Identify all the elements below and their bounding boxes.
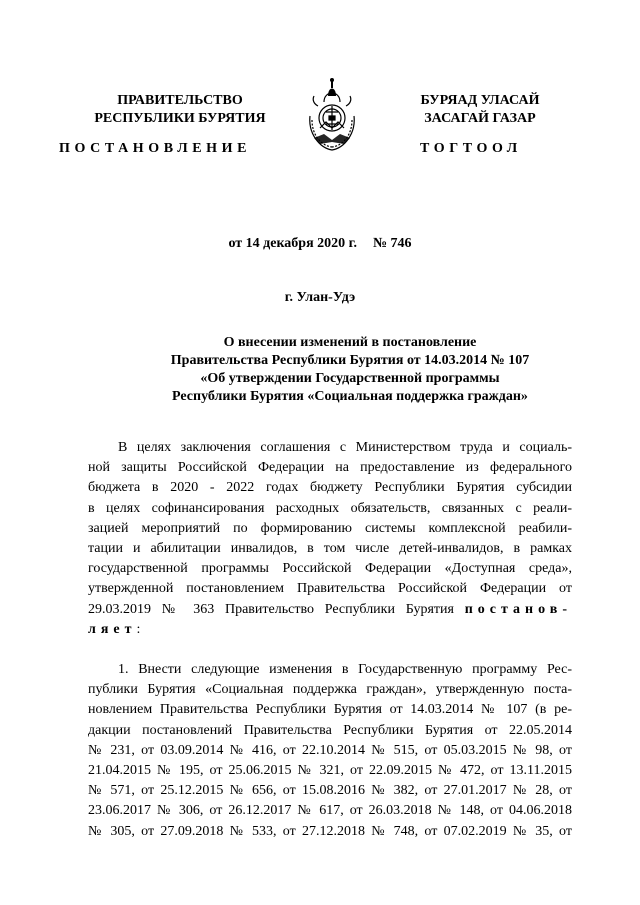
subject-line: Правительства Республики Бурятия от 14.03.2014 № 107 [170,353,530,368]
paragraph-line-text: 29.03.2019 № 363 Правительство Республики Бурятия [88,601,454,617]
document-date: от 14 декабря 2020 г. [228,236,357,251]
paragraph-line: 21.04.2015 № 195, от 25.06.2015 № 321, от 22.09.2015 № 472, от 13.11.2015 [88,763,572,779]
coat-of-arms-icon [300,76,364,154]
document-number: № 746 [372,236,412,251]
paragraph-line: № 571, от 25.12.2015 № 656, от 15.08.2016 № 382, от 27.01.2017 № 28, от [88,783,572,799]
header-right-authority [370,92,590,128]
clause-1-paragraph [88,660,572,842]
subject-line: О внесении изменений в постановление [223,335,477,350]
paragraph-line: государственной программы Российской Федерации «Доступная среда», [88,561,572,577]
paragraph-line-tail: : [136,621,141,637]
paragraph-line: бюджета в 2020 - 2022 годах бюджету Республики Бурятия субсидии [88,480,572,496]
header-left-authority [60,92,300,128]
header-right-line-2: ЗАСАГАЙ ГАЗАР [424,111,536,126]
subject-line: Республики Бурятия «Социальная поддержка граждан» [172,389,528,404]
document-subject [90,334,610,406]
resolves-keyword-end: ляет [88,621,137,637]
document-type-russian: ПОСТАНОВЛЕНИЕ [59,141,252,156]
paragraph-line: утвержденной постановлением Правительства Российской Федерации от [88,581,572,597]
paragraph-line: № 231, от 03.09.2014 № 416, от 22.10.2014 № 515, от 05.03.2015 № 98, от [88,742,572,758]
paragraph-line: в целях софинансирования расходных обязательств, связанных с реали- [88,500,572,516]
header-right-line-1: БУРЯАД УЛАСАЙ [420,93,540,108]
document-city: г. Улан-Удэ [284,290,356,305]
paragraph-line: новлением Правительства Республики Бурятия от 14.03.2014 № 107 (в ре- [88,702,572,718]
document-type-buryat: ТОГТООЛ [420,141,522,156]
header-left-line-1: ПРАВИТЕЛЬСТВО [117,93,243,108]
paragraph-line [88,620,572,640]
subject-line: «Об утверждении Государственной программы [200,371,500,386]
paragraph-line: тации и абилитации инвалидов, в том числе детей-инвалидов, в рамках [88,541,572,557]
paragraph-line: дакции постановлений Правительства Республики Бурятия от 22.05.2014 [88,722,572,738]
paragraph-line: В целях заключения соглашения с Министерством труда и социаль- [118,440,572,455]
paragraph-line: зацией мероприятий по формированию системы комплексной реабили- [88,520,572,536]
paragraph-line: 23.06.2017 № 306, от 26.12.2017 № 617, от 26.03.2018 № 148, от 04.06.2018 [88,803,572,819]
paragraph-line: ной защиты Российской Федерации на предоставление из федерального [88,460,572,476]
preamble-paragraph [88,438,572,640]
document-date-number [0,236,640,252]
paragraph-line [88,600,572,620]
paragraph-line: публики Бурятия «Социальная поддержка граждан», утвержденную поста- [88,682,572,698]
header-left-line-2: РЕСПУБЛИКИ БУРЯТИЯ [94,111,266,126]
paragraph-line: № 305, от 27.09.2018 № 533, от 27.12.2018 № 748, от 07.02.2019 № 35, от [88,823,572,839]
resolves-keyword: постанов- [464,601,572,617]
paragraph-line: 1. Внести следующие изменения в Государственную программу Рес- [118,662,572,677]
